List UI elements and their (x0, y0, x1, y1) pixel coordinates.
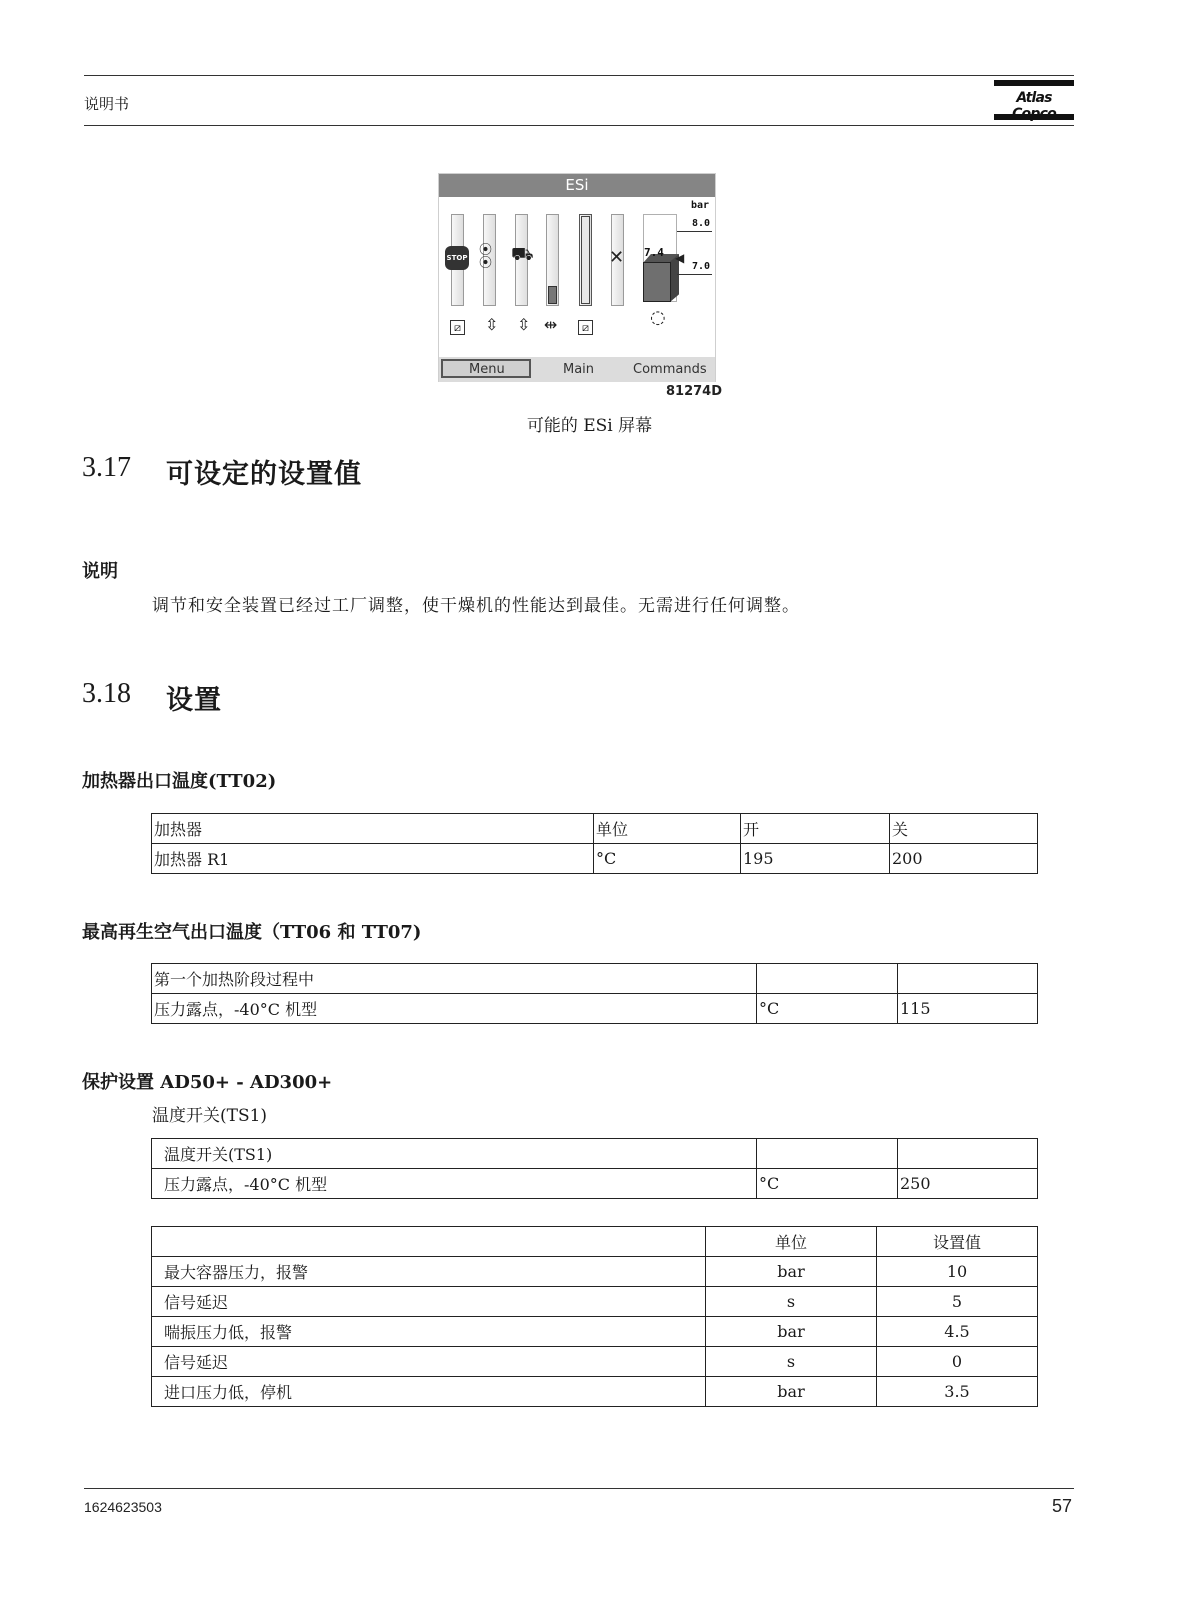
table-header-cell (152, 1227, 706, 1257)
table-row (152, 844, 1038, 874)
heater-table (151, 813, 1038, 874)
commands-button: Commands (633, 362, 707, 377)
table-cell: 信号延迟 (152, 1347, 706, 1377)
header-title: 说明书 (84, 95, 130, 113)
figure-caption: 可能的 ESi 屏幕 (526, 416, 653, 436)
column-4-level (548, 286, 557, 304)
disabled-icon-1: ⧄ (450, 320, 465, 335)
esi-screen-figure (438, 173, 716, 382)
table-row (152, 1317, 1038, 1347)
table-cell: 0 (877, 1347, 1038, 1377)
table-cell: °C (757, 1169, 898, 1199)
table-cell: 进口压力低，停机 (152, 1377, 706, 1407)
atlas-copco-logo (994, 80, 1074, 123)
blower-icon: ⛟ (511, 244, 534, 265)
table-cell: 加热器 R1 (152, 844, 594, 874)
stop-icon: STOP (445, 246, 469, 270)
table-row (152, 1139, 1038, 1169)
table-cell (757, 1139, 898, 1169)
valve-icon: ⦿ ⦿ (479, 243, 493, 271)
logo-text: Atlas (1016, 90, 1052, 106)
table-cell (757, 964, 898, 994)
main-button: Main (563, 362, 595, 377)
high-setpoint-line (677, 231, 712, 232)
table-header-cell: 设置值 (877, 1227, 1038, 1257)
table-row (152, 964, 1038, 994)
current-pressure-value: 7.4 (644, 246, 664, 259)
table-row (152, 1377, 1038, 1407)
table-cell: 关 (890, 814, 1038, 844)
table-cell: 最大容器压力，报警 (152, 1257, 706, 1287)
low-setpoint-value: 7.0 (692, 261, 711, 272)
table-cell: bar (706, 1377, 877, 1407)
table-cell: 5 (877, 1287, 1038, 1317)
description-heading: 说明 (82, 561, 118, 582)
regen-table (151, 963, 1038, 1024)
unit-label: bar (691, 200, 710, 211)
menu-button: Menu (469, 362, 505, 377)
table-row (152, 814, 1038, 844)
table-row (152, 1287, 1038, 1317)
table-cell: 温度开关(TS1) (152, 1139, 757, 1169)
loading-icon: ◌ (650, 307, 666, 328)
regen-heading: 最高再生空气出口温度（TT06 和 TT07) (82, 922, 422, 943)
esi-screen-title: ESi (439, 174, 715, 197)
temperature-switch-table (151, 1138, 1038, 1199)
status-column-4 (546, 214, 559, 306)
table-cell: bar (706, 1257, 877, 1287)
table-row (152, 1169, 1038, 1199)
header-bottom-rule (84, 125, 1074, 126)
table-cell: 3.5 (877, 1377, 1038, 1407)
footer-rule (84, 1488, 1074, 1489)
table-row (152, 1347, 1038, 1377)
table-row (152, 1257, 1038, 1287)
document-number: 1624623503 (84, 1499, 162, 1515)
table-cell: 115 (898, 994, 1038, 1024)
table-header-cell: 单位 (706, 1227, 877, 1257)
column-5-level (581, 216, 590, 304)
low-setpoint-line (677, 274, 712, 275)
table-cell: 10 (877, 1257, 1038, 1287)
table-cell (898, 1139, 1038, 1169)
pressure-cube (643, 262, 671, 302)
section-318-number: 3.18 (82, 678, 131, 709)
section-317-title: 可设定的设置值 (166, 459, 362, 490)
header-top-rule (84, 75, 1074, 76)
valve-state-icon-1: ⇳ (485, 315, 499, 334)
table-cell: °C (757, 994, 898, 1024)
cross-icon: ✕ (609, 247, 625, 268)
table-header-row (152, 1227, 1038, 1257)
status-column-5 (579, 214, 592, 306)
protection-heading: 保护设置 AD50+ - AD300+ (82, 1072, 333, 1093)
table-cell: 单位 (594, 814, 741, 844)
figure-code: 81274D (666, 384, 723, 399)
temperature-switch-label: 温度开关(TS1) (152, 1106, 268, 1126)
table-cell: 压力露点，-40°C 机型 (152, 1169, 757, 1199)
table-row (152, 994, 1038, 1024)
table-cell: 信号延迟 (152, 1287, 706, 1317)
high-setpoint-value: 8.0 (692, 218, 711, 229)
table-cell: 195 (741, 844, 890, 874)
table-cell: 开 (741, 814, 890, 844)
table-cell: bar (706, 1317, 877, 1347)
table-cell (898, 964, 1038, 994)
table-cell: 喘振压力低，报警 (152, 1317, 706, 1347)
valve-state-icon-3: ⇹ (544, 315, 558, 334)
section-317-number: 3.17 (82, 452, 131, 483)
setpoint-pointer-icon: ◀ (675, 251, 685, 265)
table-cell: s (706, 1287, 877, 1317)
table-cell: s (706, 1347, 877, 1377)
table-cell: 4.5 (877, 1317, 1038, 1347)
table-cell: 加热器 (152, 814, 594, 844)
heater-heading: 加热器出口温度(TT02) (82, 771, 277, 792)
table-cell: 第一个加热阶段过程中 (152, 964, 757, 994)
description-text: 调节和安全装置已经过工厂调整，使干燥机的性能达到最佳。无需进行任何调整。 (152, 596, 800, 616)
protection-settings-table (151, 1226, 1038, 1407)
screen-menu-bar (439, 357, 715, 382)
disabled-icon-2: ⧄ (578, 320, 593, 335)
valve-state-icon-2: ⇳ (517, 315, 531, 334)
table-cell: 压力露点，-40°C 机型 (152, 994, 757, 1024)
page-number: 57 (1052, 1496, 1073, 1516)
table-cell: °C (594, 844, 741, 874)
table-cell: 250 (898, 1169, 1038, 1199)
section-318-title: 设置 (166, 685, 222, 716)
table-cell: 200 (890, 844, 1038, 874)
